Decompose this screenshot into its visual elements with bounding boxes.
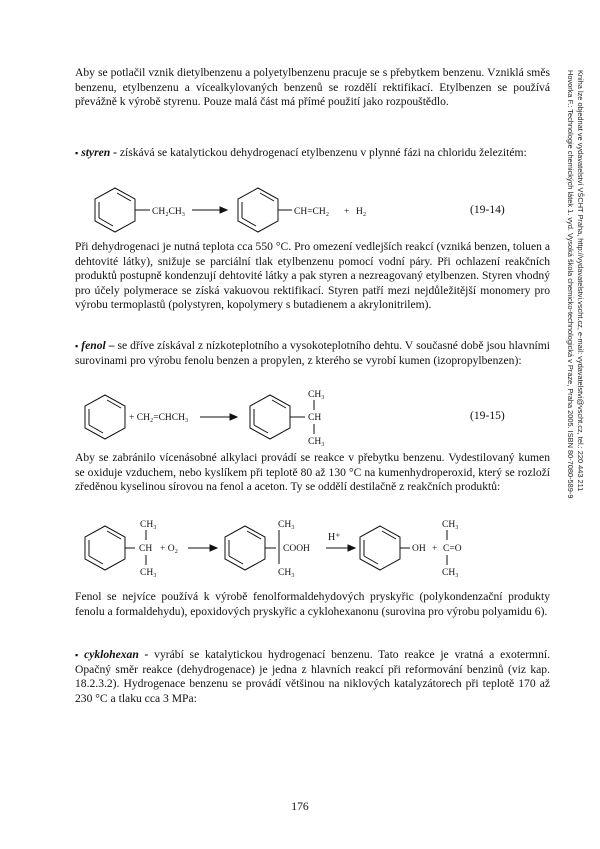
hydroperoxide-group: COOH — [283, 544, 310, 554]
scheme-ch3-d: CH₃ — [278, 568, 295, 578]
benzene-ring-1 — [95, 188, 135, 232]
benzene-ring-5 — [85, 526, 125, 570]
fenol-text: se dříve získával z nízkoteplotního a vysokoteplotního dehtu. V současné době jsou hlavními surovinami pro výrobu fenolu benzen a propylen, z kterého se vyrobí kumen (izopropylbenzen): — [75, 339, 550, 367]
cumene-ch3-bottom: CH₃ — [308, 437, 325, 447]
scheme-ch: CH — [139, 544, 153, 554]
citation-line-2: Kniha lze objednat ve vydavatelství VŠCHT Praha, http://vydavatelstvi.vscht.cz, e-mail: vydavatelstvi@vscht.cz, tel.: 220 443 211 — [576, 70, 585, 492]
cumene-ch: CH — [308, 413, 322, 423]
benzene-ring-3 — [85, 395, 125, 439]
equation-19-15 — [80, 387, 480, 447]
acid-catalyst: H⁺ — [328, 532, 341, 543]
reaction-arrow — [200, 414, 237, 420]
propylene-reagent: + CH₂=CHCH₃ — [129, 413, 189, 423]
oxygen-reagent: + O₂ — [160, 544, 178, 554]
vinyl-group: CH=CH₂ — [294, 207, 330, 217]
paragraph-styren — [75, 146, 550, 161]
citation-line-1: Hovorka F.: Technologie chemických látek 1. vyd. Vysoká škola chemicko-technologická v Praze, Praha 2005. ISBN 80-7080-589-9 — [566, 70, 575, 499]
acetone-ch3-bottom: CH₃ — [442, 568, 459, 578]
scheme-ch3-a: CH₃ — [140, 520, 157, 530]
paragraph-etylbenzen: Aby se potlačil vznik dietylbenzenu a polyetylbenzenu pracuje se s přebytkem benzenu. Vzniklá směs benzenu, etylbenzenu a vícealkylovaných benzenů se rozdělí rektifikací. Etylbenzen se používá převážně k výrobě styrenu. Pouze malá část má přímé použití jako rozpouštědlo. — [75, 66, 550, 109]
cumene-ch3-top: CH₃ — [308, 390, 325, 400]
paragraph-cyklohexan — [75, 648, 550, 706]
bullet: ▪ — [75, 650, 82, 660]
reaction-arrow — [326, 545, 355, 551]
ethyl-group: CH₂CH₃ — [152, 207, 186, 217]
paragraph-kumen: Aby se zabránilo vícenásobné alkylaci provádí se reakce v přebytku benzenu. Vydestilovaný kumen se oxiduje vzduchem, nebo kyslíkem při teplotě 80 až 130 °C na kumenhydroperoxid, který se rozloží zředěnou kyselinou sírovou na fenol a aceton. Ty se oddělí destilačně z reakčních produktů: — [75, 451, 550, 494]
plus-sign: + — [344, 207, 350, 217]
bullet: ▪ — [75, 148, 79, 158]
equation-19-14 — [80, 185, 480, 237]
reaction-arrow — [188, 545, 217, 551]
styren-text: získává se katalytickou dehydrogenací etylbenzenu v plynné fázi na chloridu železitém: — [116, 146, 527, 159]
benzene-ring-6 — [225, 526, 265, 570]
benzene-ring-2 — [238, 188, 278, 232]
term-cyklohexan: cyklohexan - — [84, 648, 149, 661]
cumene-process-scheme — [80, 516, 550, 580]
paragraph-fenol-use: Fenol se nejvíce používá k výrobě fenolformaldehydových pryskyřic (polykondenzační produkty fenolu a formaldehydu), epoxidových pryskyřic a cyklohexanonu (surovina pro výrobu polyamidu 6). — [75, 590, 550, 618]
plus-sign: + — [432, 544, 438, 554]
paragraph-fenol — [75, 339, 550, 368]
phenol-oh: OH — [412, 544, 426, 554]
term-styren: styren - — [81, 146, 117, 159]
paragraph-dehydrogenace: Při dehydrogenaci je nutná teplota cca 550 °C. Pro omezení vedlejších reakcí (vzniká benzen, toluen a dehtovité látky), snižuje se parciální tlak etylbenzenu pomocí vodní páry. Při ochlazení reakčních produktů postupně kondenzují dehtovité látky a pak styren a nezreagovaný etylbenzen. Styren vhodný pro účely polymerace se získá vakuovou rektifikací. Styren patří mezi nejdůležitější monomery pro výrobu termoplastů (polystyren, kopolymery s butadienem a akrylonitrilem). — [75, 240, 550, 312]
cyklohexan-text: vyrábí se katalytickou hydrogenací benzenu. Tato reakce je vratná a exotermní. Opačný směr reakce (dehydrogenace) je jedna z hlavních reakcí při reformování benzinů (viz kap. 18.2.3.2). Hydrogenace benzenu se provádí většinou na niklových katalyzátorech při teplotě 170 až 230 °C a tlaku cca 3 MPa: — [75, 648, 550, 705]
acetone-carbonyl: C=O — [443, 544, 462, 554]
benzene-ring-7 — [360, 526, 400, 570]
reaction-arrow — [192, 207, 227, 213]
acetone-ch3-top: CH₃ — [442, 520, 459, 530]
equation-number-19-14: (19-14) — [470, 203, 505, 216]
hydrogen: H₂ — [356, 207, 367, 217]
scheme-ch3-c: CH₃ — [278, 520, 295, 530]
bullet: ▪ — [75, 341, 79, 351]
benzene-ring-4 — [250, 395, 290, 439]
term-fenol: fenol – — [81, 339, 115, 352]
scheme-ch3-b: CH₃ — [140, 568, 157, 578]
page-number: 176 — [291, 800, 309, 813]
equation-number-19-15: (19-15) — [470, 409, 505, 422]
side-citation — [562, 70, 586, 550]
